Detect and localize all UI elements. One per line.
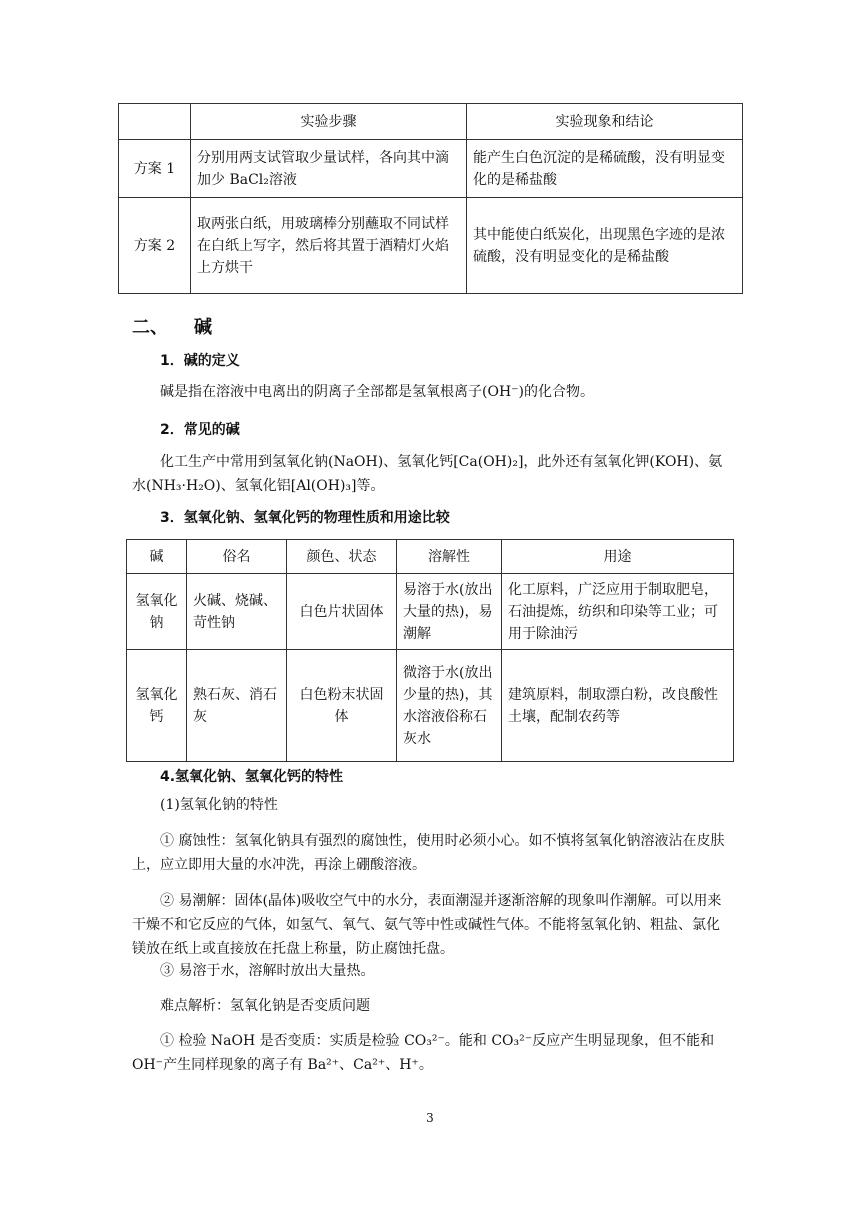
- paragraph-soluble: ③ 易溶于水，溶解时放出大量热。: [160, 963, 375, 979]
- scheme-step: 分别用两支试管取少量试样，各向其中滴加少 BaCl₂溶液: [191, 140, 467, 198]
- table-header-cell: 溶解性: [397, 540, 502, 574]
- paragraph-deliquescent: ② 易潮解：固体(晶体)吸收空气中的水分，表面潮湿并逐渐溶解的现象叫作潮解。可以用来干燥不和它反应的气体，如氢气、氧气、氨气等中性或碱性气体。不能将氢氧化钠、粗盐、氯化镁放在纸上或直接放在托盘上称量，防止腐蚀托盘。: [132, 893, 722, 957]
- base-name: 氢氧化钠: [127, 574, 187, 650]
- section-heading: [132, 313, 212, 339]
- table-row: [127, 574, 734, 650]
- base-solubility: 易溶于水(放出大量的热)，易潮解: [397, 574, 502, 650]
- table-header-row: [127, 540, 734, 574]
- subheading-common-bases: 2．常见的碱: [160, 422, 240, 438]
- subheading-comparison: 3．氢氧化钠、氢氧化钙的物理性质和用途比较: [160, 510, 450, 526]
- table-header-cell: 俗名: [187, 540, 287, 574]
- base-color: 白色片状固体: [287, 574, 397, 650]
- table-header-cell: 实验现象和结论: [467, 104, 743, 140]
- table-header-cell: 碱: [127, 540, 187, 574]
- page-number: 3: [426, 1111, 434, 1125]
- base-color: 白色粉末状固体: [287, 650, 397, 762]
- table-row: [127, 650, 734, 762]
- base-use: 化工原料，广泛应用于制取肥皂，石油提炼，纺织和印染等工业；可用于除油污: [502, 574, 734, 650]
- base-comparison-table: [126, 539, 734, 762]
- scheme-name: 方案 1: [119, 140, 191, 198]
- table-header-cell: 用途: [502, 540, 734, 574]
- base-alias: 熟石灰、消石灰: [187, 650, 287, 762]
- paragraph-common-bases: 化工生产中常用到氢氧化钠(NaOH)、氢氧化钙[Ca(OH)₂]，此外还有氢氧化钾(KOH)、氨水(NH₃·H₂O)、氢氧化铝[Al(OH)₃]等。: [132, 454, 723, 494]
- base-alias: 火碱、烧碱、苛性钠: [187, 574, 287, 650]
- paragraph-difficulty: 难点解析：氢氧化钠是否变质问题: [160, 998, 370, 1014]
- table-header-cell: 实验步骤: [191, 104, 467, 140]
- subheading-properties: 4.氢氧化钠、氢氧化钙的特性: [160, 769, 344, 785]
- paragraph-naoh-properties: (1)氢氧化钠的特性: [160, 797, 278, 813]
- scheme-result: 能产生白色沉淀的是稀硫酸，没有明显变化的是稀盐酸: [467, 140, 743, 198]
- scheme-name: 方案 2: [119, 198, 191, 294]
- subheading-definition: 1．碱的定义: [160, 353, 240, 369]
- paragraph-definition: 碱是指在溶液中电离出的阴离子全部都是氢氧根离子(OH⁻)的化合物。: [160, 384, 594, 400]
- base-solubility: 微溶于水(放出少量的热)，其水溶液俗称石灰水: [397, 650, 502, 762]
- experiment-table: [118, 103, 743, 294]
- section-number: 二、: [132, 317, 168, 338]
- paragraph-corrosive: ① 腐蚀性：氢氧化钠具有强烈的腐蚀性，使用时必须小心。如不慎将氢氧化钠溶液沾在皮肤上，应立即用大量的水冲洗，再涂上硼酸溶液。: [132, 833, 725, 873]
- base-use: 建筑原料，制取漂白粉，改良酸性土壤，配制农药等: [502, 650, 734, 762]
- section-title: 碱: [194, 317, 212, 338]
- scheme-step: 取两张白纸，用玻璃棒分别蘸取不同试样在白纸上写字，然后将其置于酒精灯火焰上方烘干: [191, 198, 467, 294]
- scheme-result: 其中能使白纸炭化，出现黑色字迹的是浓硫酸，没有明显变化的是稀盐酸: [467, 198, 743, 294]
- table-row: [119, 198, 743, 294]
- paragraph-test-naoh: ① 检验 NaOH 是否变质：实质是检验 CO₃²⁻。能和 CO₃²⁻反应产生明显现象，但不能和 OH⁻产生同样现象的离子有 Ba²⁺、Ca²⁺、H⁺。: [132, 1033, 715, 1073]
- table-header-cell: 颜色、状态: [287, 540, 397, 574]
- table-header-cell: [119, 104, 191, 140]
- table-header-row: [119, 104, 743, 140]
- base-name: 氢氧化钙: [127, 650, 187, 762]
- table-row: [119, 140, 743, 198]
